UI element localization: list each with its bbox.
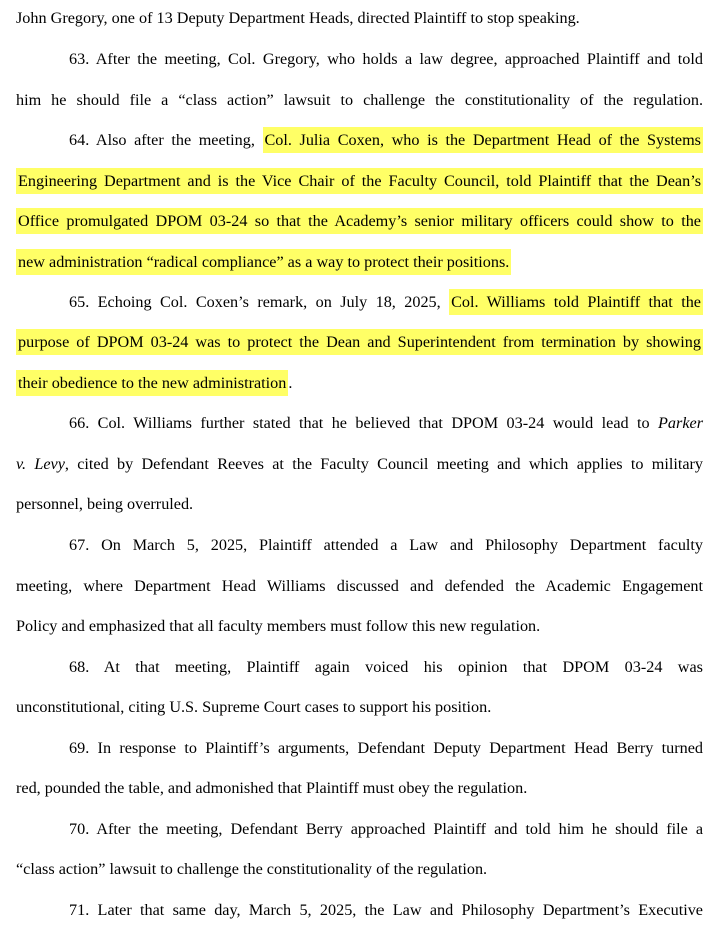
text-line xyxy=(16,656,703,678)
text-line xyxy=(16,575,703,597)
highlighted-text: purpose of DPOM 03-24 was to protect the Dean and Superintendent from termination by showing xyxy=(16,329,703,355)
text-line xyxy=(16,372,703,394)
text-line xyxy=(16,331,703,353)
body-text: meeting, where Department Head Williams discussed and defended the Academic Engagement xyxy=(16,577,703,595)
body-text: “class action” lawsuit to challenge the constitutionality of the regulation. xyxy=(16,860,488,878)
highlighted-text: Office promulgated DPOM 03-24 so that the Academy’s senior military officers could show to the xyxy=(16,208,703,234)
body-text: 65. Echoing Col. Coxen’s remark, on July 18, 2025, xyxy=(69,293,450,311)
text-line xyxy=(16,453,703,475)
text-line xyxy=(16,48,703,70)
text-line xyxy=(16,89,703,111)
text-line xyxy=(16,858,703,880)
body-text: unconstitutional, citing U.S. Supreme Court cases to support his position. xyxy=(16,698,492,716)
text-line xyxy=(16,615,703,637)
text-line xyxy=(16,493,703,515)
body-text: 71. Later that same day, March 5, 2025, the Law and Philosophy Department’s Executive xyxy=(69,901,703,919)
text-line xyxy=(16,818,703,840)
italic-citation: v. Levy xyxy=(16,455,65,473)
body-text: 63. After the meeting, Col. Gregory, who holds a law degree, approached Plaintiff and told xyxy=(69,50,703,68)
body-text: 67. On March 5, 2025, Plaintiff attended a Law and Philosophy Department faculty xyxy=(69,536,703,554)
highlighted-text: their obedience to the new administration xyxy=(16,370,288,396)
highlighted-text: Engineering Department and is the Vice Chair of the Faculty Council, told Plaintiff that the Dean’s xyxy=(16,168,703,194)
body-text: red, pounded the table, and admonished that Plaintiff must obey the regulation. xyxy=(16,779,528,797)
body-text: 68. At that meeting, Plaintiff again voiced his opinion that DPOM 03-24 was xyxy=(69,658,703,676)
text-line xyxy=(16,737,703,759)
body-text: John Gregory, one of 13 Deputy Department Heads, directed Plaintiff to stop speaking. xyxy=(16,9,580,27)
body-text: . xyxy=(288,374,293,392)
italic-citation: Parker xyxy=(658,414,703,432)
text-line xyxy=(16,899,703,921)
highlighted-text: Col. Williams told Plaintiff that the xyxy=(449,289,703,315)
text-line xyxy=(16,210,703,232)
text-line xyxy=(16,251,703,273)
text-line xyxy=(16,170,703,192)
text-line xyxy=(16,777,703,799)
text-line xyxy=(16,412,703,434)
body-text: 66. Col. Williams further stated that he believed that DPOM 03-24 would lead to xyxy=(69,414,659,432)
text-line xyxy=(16,696,703,718)
highlighted-text: Col. Julia Coxen, who is the Department Head of the Systems xyxy=(263,127,704,153)
text-line xyxy=(16,7,703,29)
body-text: 64. Also after the meeting, xyxy=(69,131,263,149)
body-text: him he should file a “class action” lawsuit to challenge the constitutionality of the regulation. xyxy=(16,91,703,109)
highlighted-text: new administration “radical compliance” as a way to protect their positions. xyxy=(16,249,511,275)
text-line xyxy=(16,129,703,151)
body-text: Policy and emphasized that all faculty members must follow this new regulation. xyxy=(16,617,541,635)
body-text: , cited by Defendant Reeves at the Faculty Council meeting and which applies to military xyxy=(64,455,703,473)
body-text: 70. After the meeting, Defendant Berry approached Plaintiff and told him he should file a xyxy=(69,820,703,838)
text-line xyxy=(16,534,703,556)
text-line xyxy=(16,291,703,313)
body-text: personnel, being overruled. xyxy=(16,495,194,513)
body-text: 69. In response to Plaintiff’s arguments, Defendant Deputy Department Head Berry turned xyxy=(69,739,703,757)
